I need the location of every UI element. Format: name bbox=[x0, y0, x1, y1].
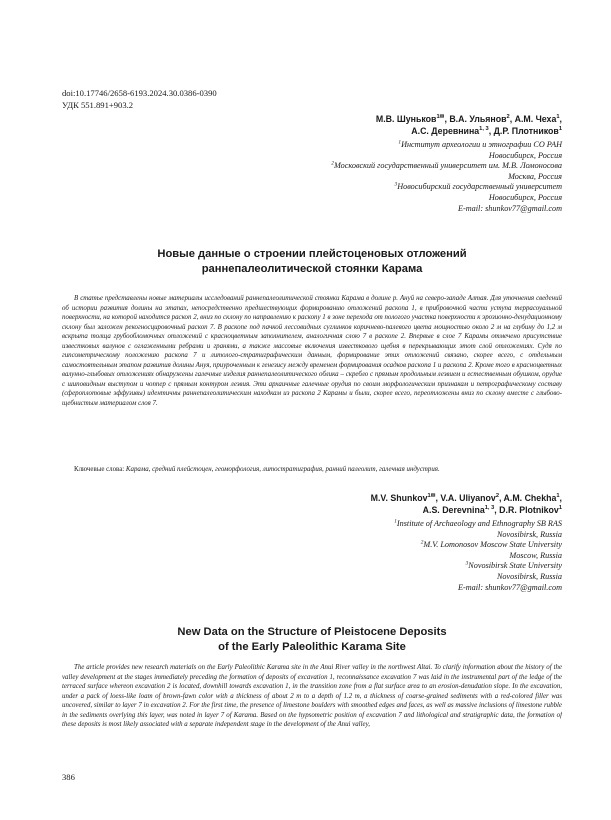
en-authors-line2: A.S. Derevnina$^{1, 3}$, D.R. Plotnikov$^1$ bbox=[422, 505, 562, 515]
ru-authors-line2: А.С. Деревнина$^{1, 3}$, Д.Р. Плотников$^1$ bbox=[411, 126, 562, 136]
en-abstract: The article provides new research materials on the Early Paleolithic Karama site in the Anui River valley in the northwest Altai. To clarify information about the history of the valley development at the stages immediately preceding the formation of deposits of excavation 1, reconnaissance excavation 7 was laid in the instrumental part of the ledge of the terraced surface whereon excavation 2 is located, downhill towards excavation 1, in the transition zone from a flat surface area to an erosion-denudation slope. In the excavation, under a pack of loess-like loam of brown-fawn color with a thickness of about 2 m to a depth of 1.2 m, a thickness of coarse-grained sediments with a red-colored filler was uncovered, similar to layer 7 in excavation 2. For the first time, the presence of limestone boulders with smoothed edges and faces, as well as massive inclusions of limestone rubble in the sediments overlying this layer, was noted in layer 7 of Karama. Based on the hypsometric position of excavation 7 and lithological and stratigraphic data, the formation of these deposits is most likely associated with a separate independent stage in the development of the Anui valley, bbox=[62, 664, 562, 729]
en-title-line2: of the Early Paleolithic Karama Site bbox=[218, 641, 406, 653]
ru-title-line2: раннепалеолитической стоянки Карама bbox=[201, 263, 423, 275]
en-affiliation-line: $^1$Institute of Archaeology and Ethnography SB RAS bbox=[394, 518, 562, 528]
doi[interactable]: doi:10.17746/2658-6193.2024.30.0386-0390 bbox=[62, 88, 217, 98]
ru-affiliation-line: Новосибирск, Россия bbox=[488, 150, 562, 160]
ru-keywords bbox=[74, 465, 562, 474]
ru-affiliations bbox=[331, 140, 562, 214]
en-authors-line1: M.V. Shunkov$^{1✉}$, V.A. Uliyanov$^2$, A.M. Chekha$^1$, bbox=[370, 493, 562, 503]
page-number: 386 bbox=[62, 772, 75, 782]
ru-abstract: В статье представлены новые материалы исследований раннепалеолитической стоянки Карама в долине р. Ануй на северо-западе Алтая. Для уточнения сведений об истории развития долины на этапах, непосредственно предшествующих формированию отложений раскопа 1, в прибровочной части уступа террасоуальной поверхности, на которой находится раскоп 2, вниз по склону по направлению к раскопу 1 в зоне перехода от пологого участка поверхности к эрозионно-денудационному склону был заложен рекогносцировочный раскоп 7. В раскопе под пачкой лессовидных суглинков коричнево-палевого цвета мощностью около 2 м на глубину до 1,2 м вскрыта толща грубообломочных отложений с красноцветным заполнителем, аналогичная слою 7 в раскопе 2. Впервые в слое 7 Карамы отмечено присутствие известковых валунов с оглаженными ребрами и гранями, а также массовые включения известкового щебня в перекрывающих этот слой отложениях. Судя по гипсометрическому положению раскопа 7 и литолого-стратиграфическим данным, формирование этих отложений связано, скорее всего, с отдельным самостоятельным этапом развития долины Ануя, приуроченным к генезису между временем формирования осадков раскопа 1 и раскопа 2. Кроме того в красноцветных валунно-глыбовых отложениях обнаружены галечные изделия раннепалеолитического облика – скребло с прямым продольным лезвием и естественным обушком, орудие с шиповидным выступом и чоппер с прямым контуром лезвия. Эти архаичные галечные орудия по своим морфологическим признакам и петрографическому составу (сфероплотовые эффузивы) идентичны раннепалеолитическим находкам из раскопа 2 Карамы и были, скорее всего, переотложены вниз по склону вместе с глыбово-щебнистым материалом слоя 7. bbox=[62, 295, 562, 408]
ru-authors-line1: М.В. Шуньков$^{1✉}$, В.А. Ульянов$^2$, А.М. Чеха$^1$, bbox=[375, 114, 562, 124]
ru-title-line1: Новые данные о строении плейстоценовых отложений bbox=[157, 248, 467, 260]
en-affiliation-line: $^3$Novosibirsk State University bbox=[465, 560, 562, 571]
keywords-label: Ключевые слова: bbox=[74, 466, 125, 473]
en-affiliation-line: Novosibirsk, Russia bbox=[496, 529, 562, 539]
en-affiliation-line: Novosibirsk, Russia bbox=[496, 571, 562, 581]
ru-affiliation-line: Новосибирск, Россия bbox=[488, 192, 562, 202]
en-affiliation-line: Moscow, Russia bbox=[509, 550, 562, 560]
udk: УДК 551.891+903.2 bbox=[62, 100, 134, 110]
en-affiliation-line: $^2$M.V. Lomonosov Moscow State University bbox=[420, 539, 562, 550]
en-title-line1: New Data on the Structure of Pleistocene Deposits bbox=[177, 626, 447, 638]
en-title bbox=[62, 625, 562, 655]
en-authors bbox=[371, 492, 562, 516]
ru-affiliation-line: $^1$Институт археологии и этнографии СО РАН bbox=[398, 139, 562, 149]
ru-title bbox=[62, 247, 562, 277]
keywords-list: Карама, средний плейстоцен, геоморфология, литостратиграфия, ранний палеолит, галечная индустрия. bbox=[125, 466, 440, 473]
en-email[interactable]: E-mail: shunkov77@gmail.com bbox=[458, 582, 562, 592]
en-affiliations bbox=[394, 519, 562, 593]
ru-affiliation-line: $^2$Московский государственный университет им. М.В. Ломоносова bbox=[331, 160, 562, 171]
ru-affiliation-line: Москва, Россия bbox=[508, 171, 562, 181]
ru-authors bbox=[376, 113, 562, 137]
ru-email[interactable]: E-mail: shunkov77@gmail.com bbox=[458, 203, 562, 213]
ru-affiliation-line: $^3$Новосибирский государственный университет bbox=[394, 181, 562, 192]
